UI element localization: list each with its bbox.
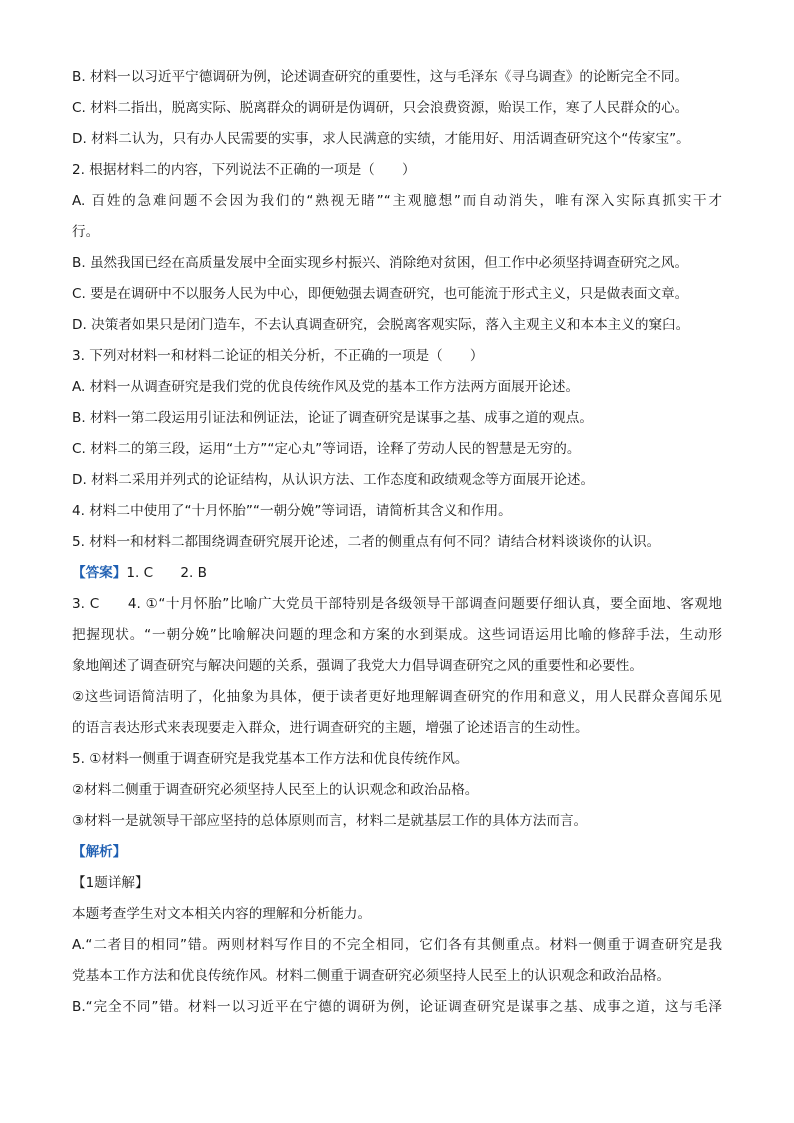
answer-text-line: 象地阐述了调查研究与解决问题的关系，强调了我党大力倡导调查研究之风的重要性和必要性。 [72,658,643,674]
text-line: 4. 材料二中使用了“十月怀胎”“一朝分娩”等词语，请简析其含义和作用。 [72,503,512,519]
text-line: D. 材料二认为，只有办人民需要的实事，求人民满意的实绩，才能用好、用活调查研究这个“传家宝”。 [72,131,690,147]
text-line: 5. 材料一和材料二都围绕调查研究展开论述，二者的侧重点有何不同？请结合材料谈谈你的认识。 [72,534,661,550]
detail-heading: 【1题详解】 [72,875,149,891]
answer-text-line: ②材料二侧重于调查研究必须坚持人民至上的认识观念和政治品格。 [72,782,479,798]
analysis-heading [72,837,722,868]
answer-text-line: ②这些词语简洁明了，化抽象为具体，便于读者更好地理解调查研究的作用和意义，用人民群众喜闻乐见 [72,689,722,705]
text-line: D. 决策者如果只是闭门造车，不去认真调查研究，会脱离客观实际，落入主观主义和本本主义的窠臼。 [72,317,690,333]
analysis-text-line: B.“完全不同”错。材料一以习近平在宁德的调研为例，论证调查研究是谋事之基、成事之道，这与毛泽 [72,999,722,1015]
answer-label: 【答案】 [72,565,127,581]
text-line: 2. 根据材料二的内容，下列说法不正确的一项是（ ） [72,162,416,178]
answer-text-line: 把握现状。“一朝分娩”比喻解决问题的理念和方案的水到渠成。这些词语运用比喻的修辞手法，生动形 [72,627,722,643]
text-line: C. 材料二的第三段，运用“土方”“定心丸”等词语，诠释了劳动人民的智慧是无穷的。 [72,441,581,457]
text-line: C. 材料二指出，脱离实际、脱离群众的调研是伪调研，只会浪费资源，贻误工作，寒了人民群众的心。 [72,100,689,116]
text-line: B. 材料一以习近平宁德调研为例，论述调查研究的重要性，这与毛泽东《寻乌调查》的论断完全不同。 [72,69,689,85]
analysis-text-line: A.“二者目的相同”错。两则材料写作目的不完全相同，它们各有其侧重点。材料一侧重于调查研究是我 [72,937,722,953]
answer-text-line: 5. ①材料一侧重于调查研究是我党基本工作方法和优良传统作风。 [72,751,469,767]
analysis-detail-block [72,899,722,1023]
text-line: A. 材料一从调查研究是我们党的优良传统作风及党的基本工作方法两方面展开论述。 [72,379,580,395]
analysis-label: 【解析】 [72,844,127,860]
answer-detail-block [72,589,722,837]
answer-line [72,558,722,589]
analysis-text-line: 党基本工作方法和优良传统作风。材料二侧重于调查研究必须坚持人民至上的认识观念和政治品格。 [72,968,671,984]
question-options-block [72,62,722,558]
text-line: A. 百姓的急难问题不会因为我们的“熟视无睹”“主观臆想”而自动消失，唯有深入实际真抓实干才 [72,193,722,209]
answer-text-line: ③材料一是就领导干部应坚持的总体原则而言，材料二是就基层工作的具体方法而言。 [72,813,588,829]
text-line: B. 虽然我国已经在高质量发展中全面实现乡村振兴、消除绝对贫困，但工作中必须坚持调查研究之风。 [72,255,689,271]
text-line: 3. 下列对材料一和材料二论证的相关分析，不正确的一项是（ ） [72,348,484,364]
answer-text-line: 3. C 4. ①“十月怀胎”比喻广大党员干部特别是各级领导干部调查问题要仔细认真，要全面地、客观地 [72,596,722,612]
text-line: B. 材料一第二段运用引证法和例证法，论证了调查研究是谋事之基、成事之道的观点。 [72,410,593,426]
text-line: C. 要是在调研中不以服务人民为中心，即便勉强去调查研究，也可能流于形式主义，只是做表面文章。 [72,286,689,302]
text-line: 行。 [72,224,100,240]
answer-text-line: 的语言表达形式来表现要走入群众，进行调查研究的主题，增强了论述语言的生动性。 [72,720,589,736]
analysis-text-line: 本题考查学生对文本相关内容的理解和分析能力。 [72,906,372,922]
text-line: D. 材料二采用并列式的论证结构，从认识方法、工作态度和政绩观念等方面展开论述。 [72,472,595,488]
answer-text: 1. C 2. B [126,565,207,581]
